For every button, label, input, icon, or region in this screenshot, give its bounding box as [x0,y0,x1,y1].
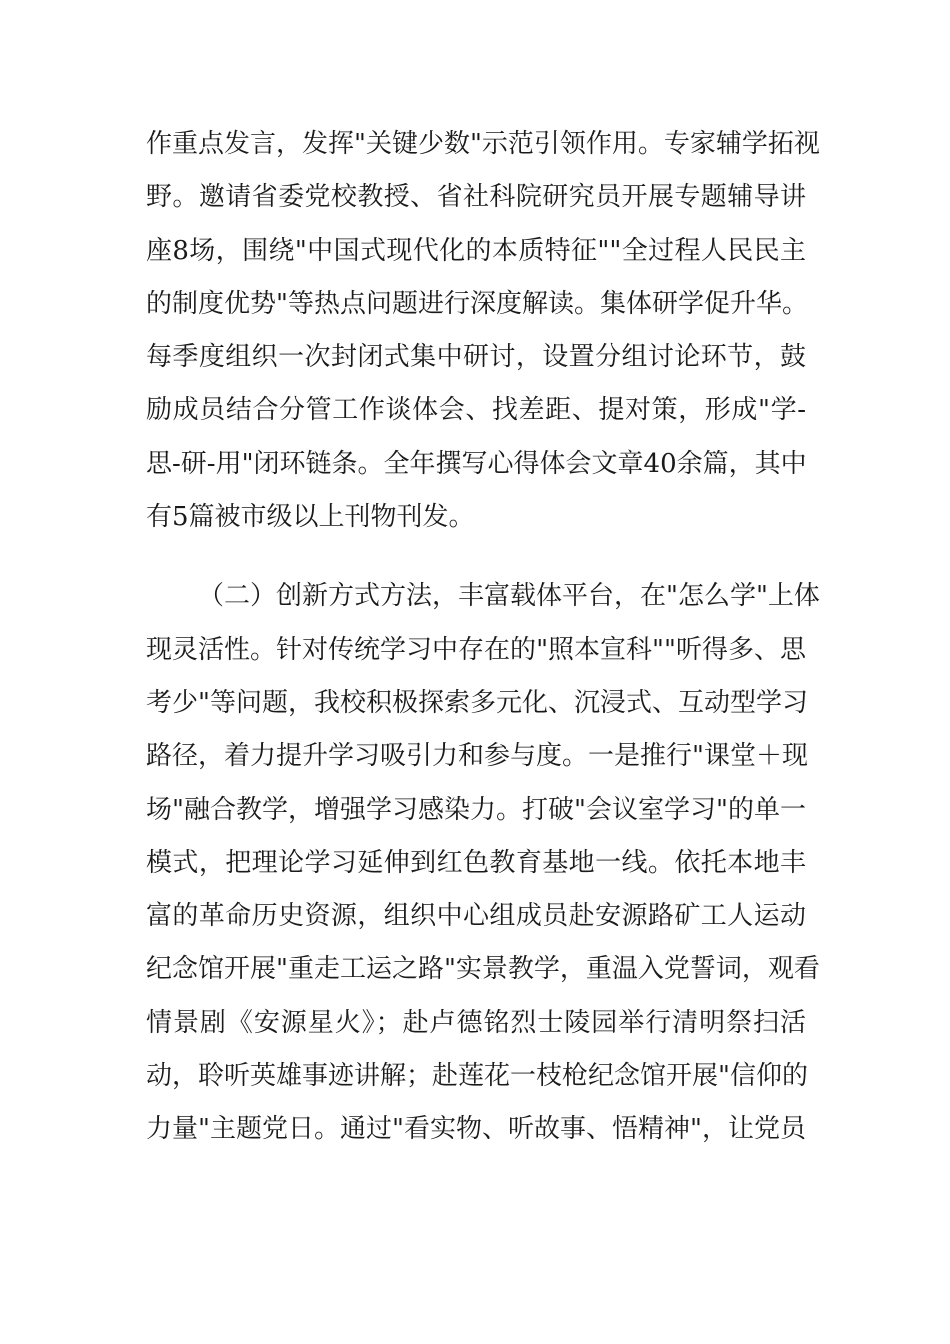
text-line: 励成员结合分管工作谈体会、找差距、提对策，形成"学- [146,395,806,426]
document-body [146,118,820,1157]
text-line: 模式，把理论学习延伸到红色教育基地一线。依托本地丰 [146,847,806,878]
paragraph-study-methods [146,118,820,544]
text-line: 有5篇被市级以上刊物刊发。 [146,502,475,533]
paragraph-spacer [146,544,806,570]
text-line: 的制度优势"等热点问题进行深度解读。集体研学促升华。 [146,288,808,319]
text-line: 力量"主题党日。通过"看实物、听故事、悟精神"，让党员 [146,1114,806,1145]
text-line: 思-研-用"闭环链条。全年撰写心得体会文章40余篇，其中 [146,448,807,479]
text-line: 每季度组织一次封闭式集中研讨，设置分组讨论环节，鼓 [146,342,806,373]
text-line: 野。邀请省委党校教授、省社科院研究员开展专题辅导讲 [146,182,806,213]
text-line: 情景剧《安源星火》；赴卢德铭烈士陵园举行清明祭扫活 [146,1007,806,1038]
text-line: 场"融合教学，增强学习感染力。打破"会议室学习"的单一 [146,794,806,825]
text-line: 动，聆听英雄事迹讲解；赴莲花一枝枪纪念馆开展"信仰的 [146,1061,808,1092]
text-line: 纪念馆开展"重走工运之路"实景教学，重温入党誓词，观看 [146,954,820,985]
text-line: 现灵活性。针对传统学习中存在的"照本宣科""听得多、思 [146,634,806,665]
text-line: 座8场，围绕"中国式现代化的本质特征""全过程人民民主 [146,235,806,266]
section-heading-line: （二）创新方式方法，丰富载体平台，在"怎么学"上体 [198,581,820,612]
text-line: 富的革命历史资源，组织中心组成员赴安源路矿工人运动 [146,901,806,932]
text-line: 考少"等问题，我校积极探索多元化、沉浸式、互动型学习 [146,687,808,718]
text-line: 作重点发言，发挥"关键少数"示范引领作用。专家辅学拓视 [146,129,820,159]
text-line: 路径，着力提升学习吸引力和参与度。一是推行"课堂＋现 [146,741,808,772]
paragraph-innovation-methods [146,570,820,1156]
